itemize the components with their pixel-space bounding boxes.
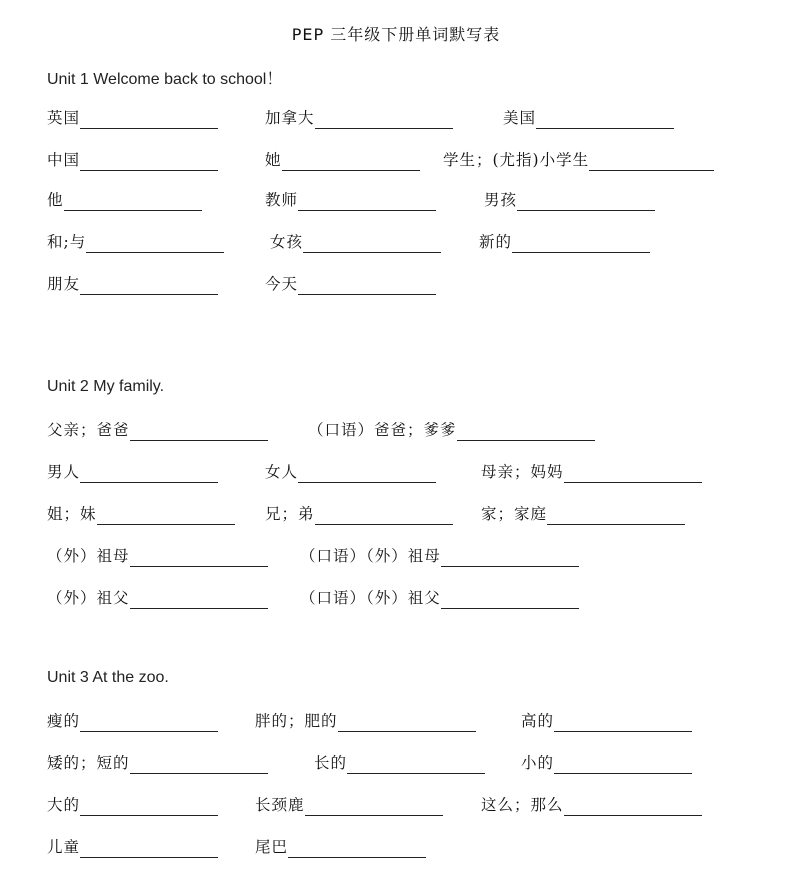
answer-blank[interactable] [130,550,268,567]
vocab-item [47,461,218,483]
vocab-item [47,273,218,295]
word-prompt: 女孩 [270,233,304,251]
word-prompt: 尾巴 [255,838,289,856]
vocab-item [255,836,426,858]
unit-2-heading: Unit 2 My family. [47,378,165,395]
word-prompt: 长的 [314,754,348,772]
answer-blank[interactable] [512,236,650,253]
vocab-item [265,503,453,525]
vocab-item [300,545,579,567]
answer-blank[interactable] [130,592,268,609]
answer-blank[interactable] [80,278,218,295]
vocab-item [47,419,268,441]
vocab-item [479,231,650,253]
word-prompt: 高的 [521,712,555,730]
answer-blank[interactable] [517,194,655,211]
word-prompt: （口语）（外）祖母 [300,547,441,565]
word-prompt: 和;与 [47,233,87,251]
answer-blank[interactable] [554,715,692,732]
vocab-item [47,587,268,609]
page-title: PEP 三年级下册单词默写表 [291,25,501,44]
word-prompt: 今天 [265,275,299,293]
vocab-item [521,710,692,732]
answer-blank[interactable] [64,194,202,211]
vocab-item [265,107,453,129]
unit-3-heading: Unit 3 At the zoo. [47,669,169,686]
vocab-item [481,794,702,816]
answer-blank[interactable] [288,841,426,858]
vocab-item [484,189,655,211]
word-prompt: 大的 [47,796,81,814]
vocab-item [443,149,714,171]
word-prompt: 加拿大 [265,109,315,127]
word-prompt: 瘦的 [47,712,81,730]
word-prompt: 儿童 [47,838,81,856]
answer-blank[interactable] [80,154,218,171]
word-prompt: （口语）爸爸；爹爹 [308,421,457,439]
vocab-item [47,545,268,567]
word-prompt: 新的 [479,233,513,251]
vocab-item [265,461,436,483]
vocab-item [255,794,443,816]
answer-blank[interactable] [589,154,714,171]
word-prompt: 小的 [521,754,555,772]
word-prompt: 兄；弟 [265,505,315,523]
word-prompt: 长颈鹿 [255,796,305,814]
word-prompt: 她 [265,151,282,169]
answer-blank[interactable] [315,112,453,129]
answer-blank[interactable] [457,424,595,441]
word-prompt: 男人 [47,463,81,481]
word-prompt: 姐；妹 [47,505,97,523]
answer-blank[interactable] [130,757,268,774]
vocab-item [47,107,218,129]
vocab-item [481,503,685,525]
answer-blank[interactable] [80,841,218,858]
word-prompt: 美国 [503,109,537,127]
unit-1-heading: Unit 1 Welcome back to school！ [47,71,283,88]
word-prompt: 教师 [265,191,299,209]
vocab-item [265,273,436,295]
answer-blank[interactable] [80,466,218,483]
answer-blank[interactable] [303,236,441,253]
answer-blank[interactable] [298,194,436,211]
answer-blank[interactable] [97,508,235,525]
word-prompt: 家；家庭 [481,505,548,523]
vocab-item [47,710,218,732]
answer-blank[interactable] [441,550,579,567]
vocab-item [47,752,268,774]
vocab-item [270,231,441,253]
answer-blank[interactable] [347,757,485,774]
vocab-item [265,189,436,211]
answer-blank[interactable] [315,508,453,525]
answer-blank[interactable] [298,466,436,483]
vocab-item [47,503,235,525]
word-prompt: 这么；那么 [481,796,564,814]
word-prompt: 英国 [47,109,81,127]
vocab-item [481,461,702,483]
vocab-item [521,752,692,774]
vocab-item [308,419,595,441]
answer-blank[interactable] [441,592,579,609]
word-prompt: 朋友 [47,275,81,293]
answer-blank[interactable] [554,757,692,774]
word-prompt: （外）祖母 [47,547,130,565]
word-prompt: 父亲；爸爸 [47,421,130,439]
vocab-item [47,149,218,171]
answer-blank[interactable] [80,112,218,129]
vocab-item [47,231,224,253]
word-prompt: （外）祖父 [47,589,130,607]
answer-blank[interactable] [564,466,702,483]
word-prompt: （口语）（外）祖父 [300,589,441,607]
vocab-item [47,189,202,211]
answer-blank[interactable] [282,154,420,171]
answer-blank[interactable] [80,799,218,816]
word-prompt: 胖的；肥的 [255,712,338,730]
vocab-item [255,710,476,732]
answer-blank[interactable] [130,424,268,441]
word-prompt: 母亲；妈妈 [481,463,564,481]
answer-blank[interactable] [298,278,436,295]
answer-blank[interactable] [547,508,685,525]
word-prompt: 他 [47,191,64,209]
vocab-item [503,107,674,129]
answer-blank[interactable] [536,112,674,129]
answer-blank[interactable] [305,799,443,816]
word-prompt: 矮的；短的 [47,754,130,772]
word-prompt: 女人 [265,463,299,481]
vocab-item [300,587,579,609]
answer-blank[interactable] [80,715,218,732]
answer-blank[interactable] [564,799,702,816]
answer-blank[interactable] [338,715,476,732]
word-prompt: 男孩 [484,191,518,209]
word-prompt: 中国 [47,151,81,169]
vocab-item [47,794,218,816]
vocab-item [314,752,485,774]
vocab-item [265,149,420,171]
answer-blank[interactable] [86,236,224,253]
word-prompt: 学生；(尤指)小学生 [443,151,590,169]
vocab-item [47,836,218,858]
